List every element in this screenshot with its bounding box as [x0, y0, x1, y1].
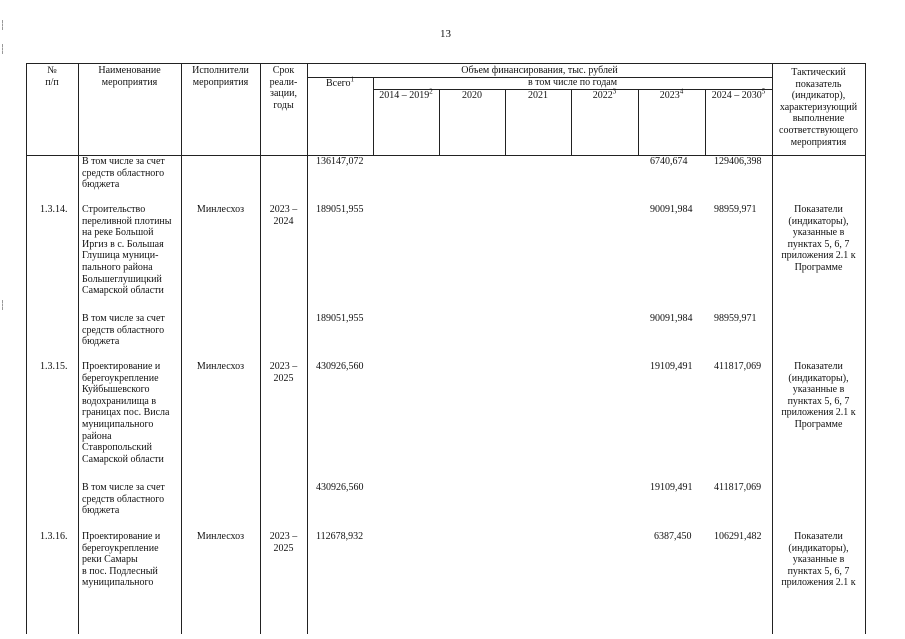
page-number: 13	[440, 28, 451, 40]
row-indicator: Показатели (индикаторы), указанные в пунктах 5, 6, 7 приложения 2.1 к Программе	[781, 361, 856, 430]
row-2023: 90091,984	[650, 313, 693, 324]
col-header-executors: Исполнители мероприятия	[192, 65, 249, 88]
row-name: Проектирование и берегоукрепление реки Самары в пос. Подлесный муниципального	[82, 531, 161, 589]
row-2024-2030: 411817,069	[714, 361, 762, 372]
col-header-2021: 2021	[528, 90, 548, 101]
row-2023: 19109,491	[650, 482, 693, 493]
row-term: 2023 – 2024	[269, 204, 298, 227]
row-total: 189051,955	[316, 204, 364, 215]
col-header-term: Срок реали- зации, годы	[269, 65, 298, 111]
row-total: 189051,955	[316, 313, 364, 324]
row-2023: 90091,984	[650, 204, 693, 215]
scan-edge-mark	[2, 300, 4, 310]
col-header-2022: 2022$^3$	[592, 87, 617, 101]
row-name: Строительство переливной плотины на реке Большой Иргиз в с. Большая Глушица муници- пального района Большеглушицкий Самарской области	[82, 204, 172, 297]
col-header-indicator: Тактический показатель (индикатор), характеризующий выполнение соответствующего мероприятия	[779, 67, 858, 148]
row-term: 2023 – 2025	[269, 531, 298, 554]
financing-table	[26, 63, 866, 634]
scan-edge-mark	[2, 44, 4, 54]
col-header-total: Всего$^1$	[325, 75, 355, 89]
col-header-financing: Объем финансирования, тыс. рублей	[461, 65, 618, 76]
col-header-by-years: в том числе по годам	[527, 77, 618, 88]
row-2024-2030: 411817,069	[714, 482, 762, 493]
row-executor: Минлесхоз	[196, 204, 245, 215]
row-indicator: Показатели (индикаторы), указанные в пунктах 5, 6, 7 приложения 2.1 к	[781, 531, 856, 589]
row-name: В том числе за счет средств областного бюджета	[82, 156, 165, 191]
col-header-2024-2030: 2024 – 2030$^5$	[711, 87, 766, 101]
row-name: Проектирование и берегоукрепление Куйбышевского водохранилища в границах пос. Висла муниципального района Ставропольский Самарской области	[82, 361, 170, 465]
row-total: 430926,560	[316, 482, 364, 493]
row-2024-2030: 129406,398	[714, 156, 762, 167]
row-name: В том числе за счет средств областного бюджета	[82, 482, 165, 517]
row-2023: 6740,674	[650, 156, 688, 167]
col-header-2020: 2020	[462, 90, 482, 101]
row-name: В том числе за счет средств областного бюджета	[82, 313, 165, 348]
row-2023: 6387,450	[654, 531, 692, 542]
row-2024-2030: 98959,971	[714, 204, 757, 215]
row-number: 1.3.14.	[40, 204, 68, 215]
row-number: 1.3.16.	[40, 531, 68, 542]
row-number: 1.3.15.	[40, 361, 68, 372]
row-indicator: Показатели (индикаторы), указанные в пунктах 5, 6, 7 приложения 2.1 к Программе	[781, 204, 856, 273]
col-header-2023: 2023$^4$	[659, 87, 684, 101]
col-header-name: Наименование мероприятия	[98, 65, 161, 88]
row-term: 2023 – 2025	[269, 361, 298, 384]
row-total: 136147,072	[316, 156, 364, 167]
scan-edge-mark	[2, 20, 4, 30]
col-header-number: № п/п	[45, 65, 59, 88]
row-executor: Минлесхоз	[196, 361, 245, 372]
row-total: 430926,560	[316, 361, 364, 372]
row-total: 112678,932	[316, 531, 364, 542]
row-2024-2030: 98959,971	[714, 313, 757, 324]
row-2024-2030: 106291,482	[714, 531, 762, 542]
col-header-2014-2019: 2014 – 2019$^2$	[379, 87, 433, 101]
row-executor: Минлесхоз	[196, 531, 245, 542]
row-2023: 19109,491	[650, 361, 693, 372]
